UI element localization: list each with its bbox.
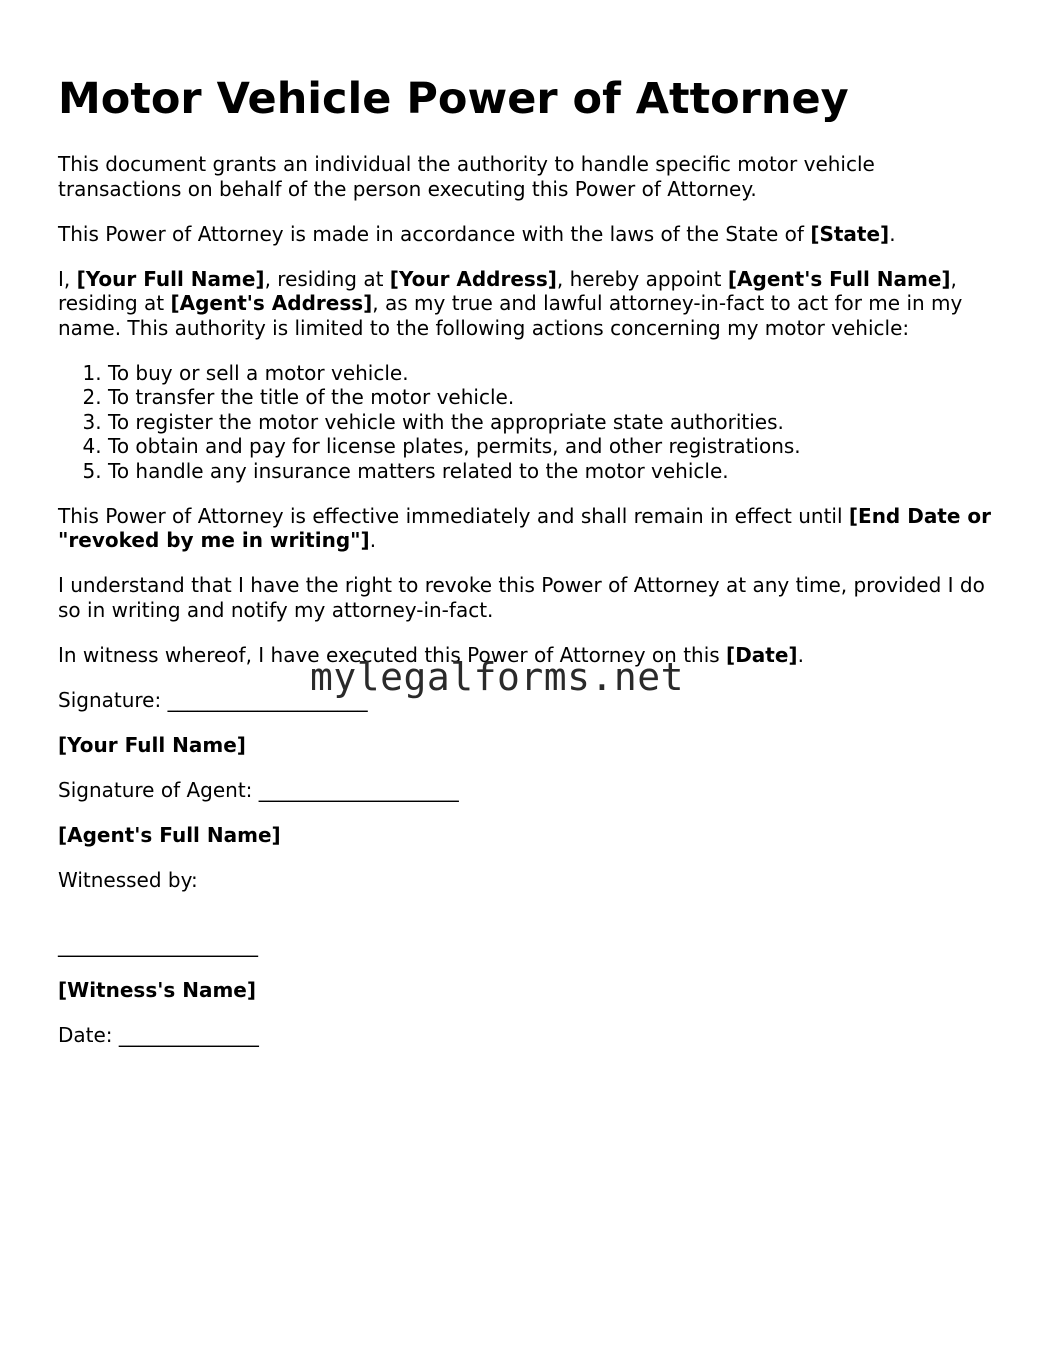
- list-item: 4. To obtain and pay for license plates, permits, and other registrations.: [108, 434, 998, 459]
- witnessed-by-label: Witnessed by:: [58, 867, 198, 892]
- your-address-placeholder: [Your Address]: [389, 266, 557, 291]
- signature-line: Signature: ____________________: [58, 687, 368, 712]
- witness-name-label: [Witness's Name]: [58, 977, 256, 1002]
- agent-full-name-label: [Agent's Full Name]: [58, 822, 281, 847]
- date-line: Date: ______________: [58, 1022, 259, 1047]
- end-date-placeholder: [End Date or "revoked by me in writing"]: [58, 503, 991, 552]
- watermark: mylegalforms.net: [310, 655, 685, 699]
- document-page: [58, 72, 998, 1068]
- agent-signature-line: Signature of Agent: ____________________: [58, 777, 459, 802]
- list-item: 2. To transfer the title of the motor vehicle.: [108, 385, 998, 410]
- appointment-paragraph: I, [Your Full Name], residing at [Your Address], hereby appoint [Agent's Full Name], residing at [Agent's Address], as my true and lawful attorney-in-fact to act for me in my name. This authority is limited to the following actions concerning my motor vehicle:: [58, 266, 963, 340]
- agent-address-placeholder: [Agent's Address]: [170, 291, 373, 315]
- revoke-paragraph: I understand that I have the right to revoke this Power of Attorney at any time, provided I do so in writing and notify my attorney-in-fact.: [58, 573, 985, 622]
- effective-paragraph: This Power of Attorney is effective immediately and shall remain in effect until [End Date or "revoked by me in writing"].: [58, 503, 991, 552]
- list-item: 1. To buy or sell a motor vehicle.: [108, 361, 998, 386]
- your-full-name-label: [Your Full Name]: [58, 732, 246, 757]
- agent-name-placeholder: [Agent's Full Name]: [727, 266, 951, 291]
- witness-signature-line: ____________________: [58, 932, 258, 957]
- document-title: Motor Vehicle Power of Attorney: [58, 74, 849, 124]
- witness-whereof-paragraph: In witness whereof, I have executed this Power of Attorney on this [Date].: [58, 642, 804, 667]
- intro-paragraph: This document grants an individual the authority to handle specific motor vehicle transactions on behalf of the person executing this Power of Attorney.: [58, 152, 875, 201]
- list-item: 5. To handle any insurance matters related to the motor vehicle.: [108, 459, 998, 484]
- laws-paragraph: This Power of Attorney is made in accordance with the laws of the State of [State].: [58, 221, 896, 246]
- actions-list: [58, 361, 998, 484]
- list-item: 3. To register the motor vehicle with the appropriate state authorities.: [108, 410, 998, 435]
- state-placeholder: [State]: [810, 221, 890, 246]
- spacer: [58, 913, 998, 933]
- date-placeholder: [Date]: [726, 642, 798, 667]
- your-name-placeholder: [Your Full Name]: [76, 266, 265, 291]
